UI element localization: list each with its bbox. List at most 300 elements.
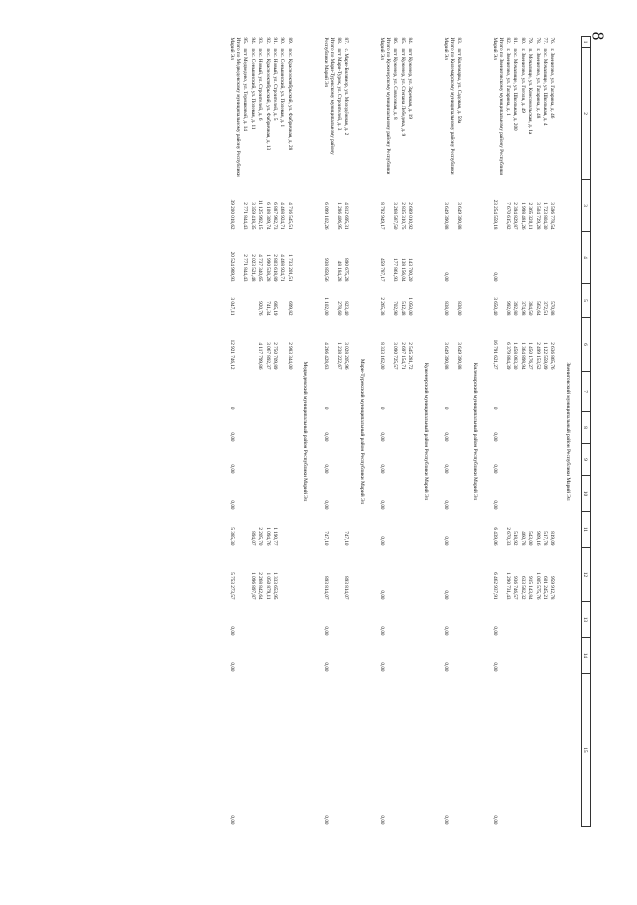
value-cell [549, 476, 556, 512]
value-cell [287, 476, 294, 512]
value-cell [520, 372, 527, 412]
value-cell: 3 504 729,28 [534, 202, 541, 230]
total-value: 23 254 559,18 [491, 199, 498, 230]
value-cell: 747,10 [343, 531, 350, 546]
total-value: 0,00 [378, 662, 385, 672]
value-cell: 1 005 575,76 [534, 572, 541, 600]
total-value: 0 [491, 406, 498, 410]
value-cell: 702,90 [392, 301, 399, 316]
row-number: 87. [343, 37, 350, 44]
value-cell [250, 638, 257, 674]
value-cell: 4 716 545,51 [286, 202, 293, 230]
value-cell [520, 444, 527, 476]
value-cell: 920,76 [257, 301, 264, 316]
address-cell: пгт Мари-Турек, ул. Строителей, д. 3 [335, 48, 342, 131]
value-cell: 3 067 892,37 [264, 342, 271, 370]
value-cell: 1 238 222,67 [335, 342, 342, 370]
total-value: 0,00 [322, 815, 329, 825]
value-cell [505, 372, 512, 412]
total-value: 4 266 428,63 [322, 342, 329, 370]
row-number: 76. [549, 37, 556, 44]
value-cell: 2 499 153,52 [534, 342, 541, 370]
value-cell: 2 983 344,00 [286, 342, 293, 370]
total-value: 0,00 [229, 432, 236, 442]
value-cell: 699,82 [286, 301, 293, 316]
total-value: 459 787,17 [378, 258, 385, 282]
row-number: 95. [242, 37, 249, 44]
row-number: 94. [249, 37, 256, 44]
column-number: 10 [582, 476, 591, 512]
value-cell [549, 638, 556, 674]
value-cell: 2 205,70 [257, 527, 264, 546]
table-row [336, 37, 343, 827]
total-value: 0,00 [229, 662, 236, 672]
value-cell [257, 444, 264, 476]
value-cell [534, 372, 541, 412]
value-cell [534, 444, 541, 476]
value-cell [343, 412, 350, 444]
table-row [549, 37, 556, 827]
value-cell [407, 602, 414, 638]
value-cell [542, 412, 549, 444]
total-value: 0,00 [491, 272, 498, 282]
value-cell [279, 674, 286, 827]
total-value: 0,00 [442, 662, 449, 672]
row-number: 90. [279, 37, 286, 44]
section-header [414, 37, 438, 827]
total-value: 0,00 [378, 432, 385, 442]
value-cell [549, 674, 556, 827]
value-cell [242, 318, 249, 372]
value-cell: 685,19 [272, 301, 278, 316]
value-cell [527, 372, 534, 412]
total-value: 0,00 [322, 464, 329, 474]
value-cell: 138 156,04 [399, 258, 406, 282]
value-cell [264, 372, 271, 412]
value-cell: 1 286 406,95 [335, 202, 342, 230]
value-cell: 2 365 320,11 [527, 202, 534, 230]
total-value: 747,10 [322, 531, 329, 546]
value-cell [505, 444, 512, 476]
value-cell [242, 476, 249, 512]
value-cell [250, 284, 257, 318]
total-value: 5 753 273,57 [229, 572, 236, 600]
table-row [287, 37, 294, 827]
value-cell [392, 638, 399, 674]
value-cell: 2 697 154,71 [399, 342, 406, 370]
value-cell [287, 512, 294, 548]
address-cell: с. Мари-Билямор, ул. Молодёжная, д. 2 [343, 48, 350, 136]
value-cell [520, 412, 527, 444]
total-value: 838,00 [442, 301, 449, 316]
row-number: 81. [512, 37, 519, 44]
value-cell: 894,07 [249, 531, 256, 546]
value-cell [407, 512, 414, 548]
value-cell [512, 674, 519, 827]
table-row [520, 37, 527, 827]
value-cell [407, 476, 414, 512]
row-number: 93. [257, 37, 264, 44]
section-title: Звениговский муниципальный район Республики Марий Эл [565, 362, 571, 501]
value-cell [534, 476, 541, 512]
value-cell [257, 412, 264, 444]
total-value: 0,00 [442, 815, 449, 825]
table-row [343, 37, 350, 827]
value-cell [272, 674, 279, 827]
value-cell [527, 674, 534, 827]
total-value: 0,00 [491, 432, 498, 442]
value-cell: 1 050,00 [406, 297, 413, 316]
value-cell [399, 372, 406, 412]
total-row [439, 37, 456, 827]
value-cell [287, 638, 294, 674]
total-label: Итого по Медведевскому муниципальному району Республики Марий Эл [229, 37, 242, 177]
row-number: 85. [399, 37, 406, 44]
address-cell: пос. Новый, ул. Строителей, д. 5 [272, 48, 278, 121]
value-cell [279, 318, 286, 372]
value-cell: 374,98 [519, 301, 526, 316]
value-cell [549, 412, 556, 444]
address-cell: пос. Сенькинский, ул. Полевая, д. 1 [279, 48, 286, 128]
value-cell [242, 284, 249, 318]
value-cell [336, 412, 343, 444]
value-cell [242, 548, 249, 602]
value-cell [505, 602, 512, 638]
total-value: 2 265,38 [378, 297, 385, 316]
value-cell: 2 670,33 [505, 527, 512, 546]
value-cell: 460,78 [519, 531, 526, 546]
table-row [512, 37, 519, 827]
value-cell [279, 602, 286, 638]
total-value: 0,00 [378, 464, 385, 474]
table-row [264, 37, 271, 827]
value-cell [527, 412, 534, 444]
column-number: 12 [582, 548, 591, 602]
value-cell: 890 675,28 [343, 258, 350, 282]
value-cell [250, 444, 257, 476]
value-cell [456, 476, 463, 512]
value-cell: 2 803 618,89 [272, 254, 278, 282]
value-cell [392, 444, 399, 476]
total-value: 1 102,00 [322, 297, 329, 316]
table-row [407, 37, 414, 827]
value-cell [392, 476, 399, 512]
value-cell [456, 444, 463, 476]
value-cell: 517,78 [541, 531, 548, 546]
value-cell: 4 737 340,65 [257, 254, 264, 282]
value-cell: 6 887 982,73 [272, 202, 278, 230]
value-cell [542, 674, 549, 827]
column-number: 13 [582, 602, 591, 638]
value-cell [272, 372, 279, 412]
value-cell: 177 861,93 [392, 258, 399, 282]
value-cell: 1 096 897,87 [249, 572, 256, 600]
row-number: 82. [505, 37, 512, 44]
address-cell: г. Звенигово, ул. Гагарина, д. 1 [505, 48, 512, 116]
column-number: 8 [582, 412, 591, 444]
value-cell: 518,92 [512, 531, 519, 546]
value-cell [392, 372, 399, 412]
value-cell [512, 444, 519, 476]
column-number: 1 [582, 37, 591, 48]
column-number: 9 [582, 444, 591, 476]
value-cell [250, 476, 257, 512]
total-value: 0,00 [491, 626, 498, 636]
total-value: 0 [322, 406, 329, 410]
total-value: 0,00 [442, 464, 449, 474]
total-value: 0 [229, 406, 236, 410]
value-cell [287, 602, 294, 638]
column-number: 15 [582, 674, 591, 827]
value-cell [250, 602, 257, 638]
total-value: 0,00 [491, 500, 498, 510]
value-cell [392, 674, 399, 827]
total-value: 0,00 [229, 500, 236, 510]
value-cell [272, 476, 279, 512]
value-cell: 1 290 731,43 [505, 572, 512, 600]
value-cell [264, 444, 271, 476]
section-title: Медведевский муниципальный район Республики Марий Эл [302, 361, 309, 502]
value-cell: 909,16 [534, 531, 541, 546]
table-row [527, 37, 534, 827]
value-cell [549, 602, 556, 638]
value-cell [250, 372, 257, 412]
table-row [542, 37, 549, 827]
section-header [463, 37, 487, 827]
value-cell: 392,80 [512, 301, 519, 316]
value-cell: 2 771 844,43 [242, 254, 249, 282]
total-value: 0,00 [322, 432, 329, 442]
value-cell [287, 444, 294, 476]
address-cell: пос. Новый, ул. Строителей, д. 6 [257, 48, 264, 121]
total-value: 3 650,40 [491, 297, 498, 316]
value-cell: 3 359 418,35 [249, 202, 256, 230]
row-number: 78. [534, 37, 541, 44]
total-value: 0,00 [442, 626, 449, 636]
total-label: Итого по Килемарскому муниципальному району Республики Марий Эл [442, 37, 455, 175]
value-cell: 823,40 [343, 301, 350, 316]
value-cell: 893 814,07 [343, 576, 350, 600]
value-cell [407, 412, 414, 444]
value-cell [336, 602, 343, 638]
value-cell: 2 689 010,92 [406, 202, 413, 230]
value-cell: 3 028 205,96 [343, 342, 350, 370]
value-cell: 1 094,76 [264, 527, 271, 546]
section-header [294, 37, 318, 827]
value-cell [534, 638, 541, 674]
value-cell: 1 990 538,28 [264, 254, 271, 282]
value-cell [287, 372, 294, 412]
value-cell [257, 602, 264, 638]
value-cell [512, 232, 519, 284]
value-cell [343, 372, 350, 412]
value-cell [399, 548, 406, 602]
address-cell: пос. Сенькинский, ул. Полевая, д. 11 [249, 48, 256, 130]
section-title: Килемарский муниципальный район Республики Марий Эл [471, 362, 478, 501]
column-number: 6 [582, 318, 591, 372]
table-row [505, 37, 512, 827]
value-cell [527, 232, 534, 284]
total-value: 39 200 018,62 [229, 199, 236, 230]
value-cell: 1 450 176,27 [527, 342, 534, 370]
total-value: 0,00 [378, 815, 385, 825]
value-cell: 48 184,28 [335, 260, 342, 282]
value-cell [456, 674, 463, 827]
value-cell [549, 232, 556, 284]
column-number: 3 [582, 180, 591, 232]
value-cell [336, 512, 343, 548]
value-cell: 3 090 725,57 [392, 342, 399, 370]
total-value: 5 385,30 [229, 527, 236, 546]
value-cell [512, 372, 519, 412]
value-cell [542, 638, 549, 674]
total-value: 0,00 [322, 500, 329, 510]
value-cell [527, 602, 534, 638]
section-title: Мари-Турекский муниципальный район Республики Марий Эл [358, 358, 365, 505]
value-cell [242, 638, 249, 674]
total-value: 0,00 [442, 590, 449, 600]
value-cell [250, 674, 257, 827]
total-value: 0,00 [442, 272, 449, 282]
value-cell: 570,88 [549, 301, 556, 316]
total-row [318, 37, 335, 827]
value-cell: 543,00 [527, 531, 534, 546]
table-body [225, 37, 581, 827]
value-cell [542, 602, 549, 638]
total-value: 8 333 162,00 [378, 342, 385, 370]
value-cell [505, 638, 512, 674]
value-cell: 915 143,84 [527, 576, 534, 600]
total-value: 3 047,11 [229, 297, 236, 316]
value-cell [456, 372, 463, 412]
value-cell [534, 412, 541, 444]
value-cell: 992,08 [505, 301, 512, 316]
value-cell [456, 638, 463, 674]
value-cell [279, 284, 286, 318]
column-number: 7 [582, 372, 591, 412]
value-cell [505, 232, 512, 284]
value-cell [505, 674, 512, 827]
value-cell: 3 649 390,88 [456, 342, 462, 370]
value-cell [242, 512, 249, 548]
value-cell [407, 444, 414, 476]
row-number: 89. [286, 37, 293, 44]
total-value: 938 859,56 [322, 258, 329, 282]
value-cell [264, 638, 271, 674]
total-value: 20 524 989,93 [229, 251, 236, 282]
total-label: Итого по Звениговскому муниципальному району Республики Марий Эл [491, 37, 504, 176]
table-row [279, 37, 286, 827]
value-cell [399, 476, 406, 512]
total-value: 6 462 937,91 [491, 572, 498, 600]
value-cell [392, 512, 399, 548]
value-cell [527, 444, 534, 476]
value-cell [336, 674, 343, 827]
value-cell: 1 364 898,94 [519, 342, 526, 370]
total-value: 0,00 [378, 626, 385, 636]
value-cell [399, 638, 406, 674]
total-value: 0,00 [442, 536, 449, 546]
value-cell [456, 232, 463, 284]
total-value: 0,00 [442, 432, 449, 442]
value-cell [542, 232, 549, 284]
total-value: 0 [378, 406, 385, 410]
address-cell: пос. Мочалище, ул. Школьная, д. 200 [512, 48, 519, 131]
value-cell [520, 638, 527, 674]
table-row [399, 37, 406, 827]
value-cell [287, 412, 294, 444]
row-number: 80. [519, 37, 526, 44]
section-title: Куженерский муниципальный район Республики Марий Эл [422, 362, 429, 501]
value-cell [242, 444, 249, 476]
value-cell [392, 602, 399, 638]
value-cell [542, 444, 549, 476]
value-cell: 11 125 992,15 [257, 199, 264, 230]
value-cell [392, 412, 399, 444]
row-number: 92. [264, 37, 271, 44]
value-cell [272, 602, 279, 638]
total-value: 16 791 621,27 [491, 339, 498, 370]
value-cell: 2 545 281,72 [406, 342, 413, 370]
column-number: 5 [582, 284, 591, 318]
section-header [350, 37, 374, 827]
value-cell: 2 268 842,64 [257, 572, 264, 600]
table-row [392, 37, 399, 827]
value-cell [505, 476, 512, 512]
section-header [557, 37, 582, 827]
value-cell [527, 638, 534, 674]
total-value: 0,00 [491, 464, 498, 474]
table-row [456, 37, 463, 827]
value-cell [279, 476, 286, 512]
value-cell [534, 602, 541, 638]
value-cell [279, 512, 286, 548]
table-row [242, 37, 249, 827]
value-cell [512, 476, 519, 512]
value-cell [279, 548, 286, 602]
total-value: 0,00 [322, 626, 329, 636]
total-label: Итого по Куженерскому муниципальному району Республики Марий Эл [378, 37, 392, 175]
value-cell [272, 638, 279, 674]
value-cell [336, 476, 343, 512]
total-value: 893 814,07 [322, 576, 329, 600]
total-value: 0,00 [229, 815, 236, 825]
total-value: 0,00 [378, 536, 385, 546]
total-value: 0,00 [378, 590, 385, 600]
value-cell: 936 746,57 [512, 576, 519, 600]
value-cell [343, 638, 350, 674]
value-cell [287, 548, 294, 602]
row-number: 88. [335, 37, 342, 44]
value-cell: 3 649 390,88 [456, 202, 462, 230]
total-value: 12 921 746,12 [229, 339, 236, 370]
column-number: 2 [582, 48, 591, 180]
row-number: 91. [272, 37, 278, 44]
value-cell [272, 412, 279, 444]
value-cell [250, 318, 257, 372]
column-number: 4 [582, 232, 591, 284]
table-row [534, 37, 541, 827]
value-cell [542, 476, 549, 512]
value-cell: 1 050 879,11 [264, 572, 271, 600]
value-cell: 6 108 309,74 [264, 202, 271, 230]
value-cell [343, 476, 350, 512]
value-cell [512, 412, 519, 444]
table-row [257, 37, 264, 827]
value-cell [343, 602, 350, 638]
address-cell: г. Звенигово, ул. Гоголя, д. 49 [519, 48, 526, 113]
value-cell [534, 674, 541, 827]
